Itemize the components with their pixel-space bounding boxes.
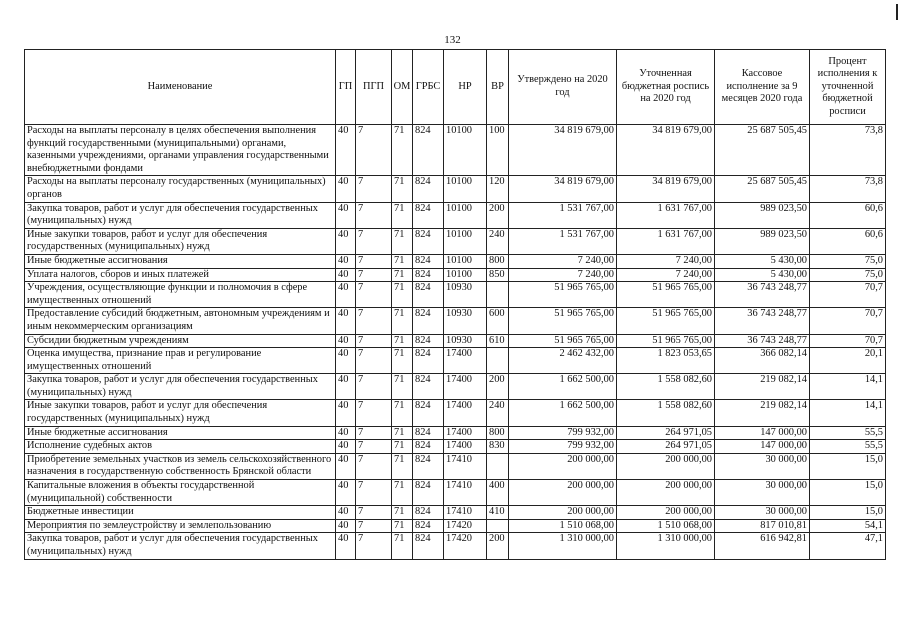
cell-cash: 219 082,14 xyxy=(715,400,810,426)
cell-gp: 40 xyxy=(336,268,356,282)
table-row xyxy=(25,125,886,176)
table-row xyxy=(25,228,886,254)
cell-approved: 34 819 679,00 xyxy=(509,176,617,202)
header-refined: Уточненная бюджетная роспись на 2020 год xyxy=(617,50,715,125)
cell-name: Закупка товаров, работ и услуг для обеспечения государственных (муниципальных) нужд xyxy=(25,533,336,559)
table-row xyxy=(25,533,886,559)
cell-percent: 73,8 xyxy=(810,125,886,176)
cell-name: Закупка товаров, работ и услуг для обеспечения государственных (муниципальных) нужд xyxy=(25,202,336,228)
table-row xyxy=(25,440,886,454)
cell-om: 71 xyxy=(392,440,413,454)
cell-vr: 200 xyxy=(487,533,509,559)
cell-vr: 800 xyxy=(487,254,509,268)
cell-cash: 616 942,81 xyxy=(715,533,810,559)
cell-cash: 30 000,00 xyxy=(715,453,810,479)
cell-gp: 40 xyxy=(336,426,356,440)
cell-cash: 147 000,00 xyxy=(715,440,810,454)
cell-grbs: 824 xyxy=(413,440,444,454)
cell-approved: 2 462 432,00 xyxy=(509,348,617,374)
cell-ppgp: 7 xyxy=(356,519,392,533)
cell-om: 71 xyxy=(392,400,413,426)
cell-name: Предоставление субсидий бюджетным, автономным учреждениям и иным некоммерческим организациям xyxy=(25,308,336,334)
cell-approved: 34 819 679,00 xyxy=(509,125,617,176)
cell-refined: 51 965 765,00 xyxy=(617,308,715,334)
cell-np: 17400 xyxy=(444,426,487,440)
cell-approved: 799 932,00 xyxy=(509,440,617,454)
cell-vr: 610 xyxy=(487,334,509,348)
cell-ppgp: 7 xyxy=(356,228,392,254)
cell-name: Иные бюджетные ассигнования xyxy=(25,426,336,440)
cell-np: 10100 xyxy=(444,254,487,268)
cell-cash: 366 082,14 xyxy=(715,348,810,374)
cell-ppgp: 7 xyxy=(356,426,392,440)
cell-approved: 51 965 765,00 xyxy=(509,334,617,348)
cell-name: Иные закупки товаров, работ и услуг для обеспечения государственных (муниципальных) нужд xyxy=(25,400,336,426)
cell-refined: 34 819 679,00 xyxy=(617,176,715,202)
cell-np: 10100 xyxy=(444,202,487,228)
cell-om: 71 xyxy=(392,268,413,282)
cell-ppgp: 7 xyxy=(356,334,392,348)
cell-vr xyxy=(487,348,509,374)
cell-vr: 600 xyxy=(487,308,509,334)
cell-gp: 40 xyxy=(336,254,356,268)
cell-gp: 40 xyxy=(336,453,356,479)
cell-refined: 264 971,05 xyxy=(617,440,715,454)
cell-vr: 120 xyxy=(487,176,509,202)
cell-gp: 40 xyxy=(336,374,356,400)
cell-np: 17410 xyxy=(444,506,487,520)
cell-np: 10930 xyxy=(444,308,487,334)
cell-np: 10100 xyxy=(444,176,487,202)
table-row xyxy=(25,506,886,520)
header-np: НР xyxy=(444,50,487,125)
cell-vr: 200 xyxy=(487,374,509,400)
cell-gp: 40 xyxy=(336,125,356,176)
cell-vr: 240 xyxy=(487,228,509,254)
cell-cash: 30 000,00 xyxy=(715,480,810,506)
budget-table xyxy=(24,49,886,560)
cell-ppgp: 7 xyxy=(356,533,392,559)
table-row xyxy=(25,348,886,374)
cell-name: Расходы на выплаты персоналу государственных (муниципальных) органов xyxy=(25,176,336,202)
cell-percent: 15,0 xyxy=(810,506,886,520)
cell-refined: 1 510 068,00 xyxy=(617,519,715,533)
cell-percent: 70,7 xyxy=(810,282,886,308)
table-row xyxy=(25,334,886,348)
cell-name: Уплата налогов, сборов и иных платежей xyxy=(25,268,336,282)
cell-grbs: 824 xyxy=(413,374,444,400)
cell-om: 71 xyxy=(392,282,413,308)
cell-grbs: 824 xyxy=(413,202,444,228)
cell-percent: 70,7 xyxy=(810,308,886,334)
cell-np: 17400 xyxy=(444,440,487,454)
cell-np: 17410 xyxy=(444,480,487,506)
cell-ppgp: 7 xyxy=(356,176,392,202)
cell-vr xyxy=(487,453,509,479)
cell-refined: 1 310 000,00 xyxy=(617,533,715,559)
cell-ppgp: 7 xyxy=(356,348,392,374)
cell-percent: 14,1 xyxy=(810,374,886,400)
cell-approved: 200 000,00 xyxy=(509,506,617,520)
cell-np: 17410 xyxy=(444,453,487,479)
cell-ppgp: 7 xyxy=(356,308,392,334)
cell-approved: 1 662 500,00 xyxy=(509,374,617,400)
cell-percent: 60,6 xyxy=(810,228,886,254)
cell-om: 71 xyxy=(392,334,413,348)
cell-vr: 100 xyxy=(487,125,509,176)
cell-cash: 989 023,50 xyxy=(715,228,810,254)
cell-cash: 25 687 505,45 xyxy=(715,125,810,176)
cell-cash: 817 010,81 xyxy=(715,519,810,533)
cell-name: Оценка имущества, признание прав и регулирование имущественных отношений xyxy=(25,348,336,374)
cell-approved: 200 000,00 xyxy=(509,480,617,506)
cell-ppgp: 7 xyxy=(356,374,392,400)
cell-percent: 55,5 xyxy=(810,440,886,454)
cell-gp: 40 xyxy=(336,176,356,202)
cell-om: 71 xyxy=(392,176,413,202)
cell-grbs: 824 xyxy=(413,453,444,479)
cell-grbs: 824 xyxy=(413,308,444,334)
cell-om: 71 xyxy=(392,533,413,559)
cell-ppgp: 7 xyxy=(356,125,392,176)
cell-om: 71 xyxy=(392,374,413,400)
cell-refined: 264 971,05 xyxy=(617,426,715,440)
cell-approved: 7 240,00 xyxy=(509,268,617,282)
cell-refined: 51 965 765,00 xyxy=(617,334,715,348)
cell-approved: 51 965 765,00 xyxy=(509,308,617,334)
cell-np: 17420 xyxy=(444,533,487,559)
cell-gp: 40 xyxy=(336,400,356,426)
cell-percent: 15,0 xyxy=(810,453,886,479)
header-ppgp: ПГП xyxy=(356,50,392,125)
cell-om: 71 xyxy=(392,125,413,176)
table-body xyxy=(25,125,886,560)
cell-name: Бюджетные инвестиции xyxy=(25,506,336,520)
cell-grbs: 824 xyxy=(413,125,444,176)
cell-gp: 40 xyxy=(336,228,356,254)
cell-refined: 200 000,00 xyxy=(617,480,715,506)
cell-cash: 989 023,50 xyxy=(715,202,810,228)
table-row xyxy=(25,426,886,440)
cell-np: 10100 xyxy=(444,125,487,176)
cell-percent: 60,6 xyxy=(810,202,886,228)
cell-gp: 40 xyxy=(336,480,356,506)
cell-refined: 7 240,00 xyxy=(617,254,715,268)
cell-approved: 1 531 767,00 xyxy=(509,228,617,254)
table-row xyxy=(25,282,886,308)
cell-percent: 14,1 xyxy=(810,400,886,426)
header-approved: Утверждено на 2020 год xyxy=(509,50,617,125)
cell-percent: 54,1 xyxy=(810,519,886,533)
cell-om: 71 xyxy=(392,506,413,520)
cell-cash: 5 430,00 xyxy=(715,254,810,268)
cell-percent: 75,0 xyxy=(810,254,886,268)
cell-cash: 147 000,00 xyxy=(715,426,810,440)
cell-name: Капитальные вложения в объекты государственной (муниципальной) собственности xyxy=(25,480,336,506)
cell-refined: 1 558 082,60 xyxy=(617,400,715,426)
cell-percent: 15,0 xyxy=(810,480,886,506)
cell-percent: 70,7 xyxy=(810,334,886,348)
cell-grbs: 824 xyxy=(413,533,444,559)
cell-approved: 1 510 068,00 xyxy=(509,519,617,533)
header-vr: ВР xyxy=(487,50,509,125)
cell-grbs: 824 xyxy=(413,480,444,506)
cell-grbs: 824 xyxy=(413,506,444,520)
header-om: ОМ xyxy=(392,50,413,125)
cell-grbs: 824 xyxy=(413,268,444,282)
cell-vr: 830 xyxy=(487,440,509,454)
table-row xyxy=(25,202,886,228)
cell-vr xyxy=(487,519,509,533)
table-row xyxy=(25,268,886,282)
cell-ppgp: 7 xyxy=(356,202,392,228)
cell-name: Мероприятия по землеустройству и землепользованию xyxy=(25,519,336,533)
cell-np: 17400 xyxy=(444,348,487,374)
cell-np: 10100 xyxy=(444,228,487,254)
cell-grbs: 824 xyxy=(413,348,444,374)
cell-gp: 40 xyxy=(336,506,356,520)
header-cash: Кассовое исполнение за 9 месяцев 2020 года xyxy=(715,50,810,125)
cell-name: Приобретение земельных участков из земель сельскохозяйственного назначения в государственную собственность Брянской области xyxy=(25,453,336,479)
cell-gp: 40 xyxy=(336,308,356,334)
cell-vr: 240 xyxy=(487,400,509,426)
cell-om: 71 xyxy=(392,426,413,440)
table-row xyxy=(25,480,886,506)
cell-grbs: 824 xyxy=(413,334,444,348)
cell-om: 71 xyxy=(392,480,413,506)
cell-percent: 47,1 xyxy=(810,533,886,559)
cell-om: 71 xyxy=(392,228,413,254)
cell-np: 17400 xyxy=(444,400,487,426)
cell-om: 71 xyxy=(392,453,413,479)
cell-name: Иные закупки товаров, работ и услуг для обеспечения государственных (муниципальных) нужд xyxy=(25,228,336,254)
cell-grbs: 824 xyxy=(413,400,444,426)
header-percent: Процент исполнения к уточненной бюджетной росписи xyxy=(810,50,886,125)
cell-ppgp: 7 xyxy=(356,506,392,520)
cell-cash: 5 430,00 xyxy=(715,268,810,282)
cell-grbs: 824 xyxy=(413,228,444,254)
cell-gp: 40 xyxy=(336,440,356,454)
cell-refined: 34 819 679,00 xyxy=(617,125,715,176)
cell-name: Иные бюджетные ассигнования xyxy=(25,254,336,268)
table-row xyxy=(25,176,886,202)
cell-name: Учреждения, осуществляющие функции и полномочия в сфере имущественных отношений xyxy=(25,282,336,308)
cell-grbs: 824 xyxy=(413,282,444,308)
cell-np: 17400 xyxy=(444,374,487,400)
cell-name: Закупка товаров, работ и услуг для обеспечения государственных (муниципальных) нужд xyxy=(25,374,336,400)
cell-om: 71 xyxy=(392,348,413,374)
cell-ppgp: 7 xyxy=(356,268,392,282)
cell-refined: 7 240,00 xyxy=(617,268,715,282)
cell-vr: 400 xyxy=(487,480,509,506)
cell-refined: 1 631 767,00 xyxy=(617,228,715,254)
table-row xyxy=(25,254,886,268)
cell-approved: 1 662 500,00 xyxy=(509,400,617,426)
cell-cash: 36 743 248,77 xyxy=(715,334,810,348)
cell-om: 71 xyxy=(392,254,413,268)
table-row xyxy=(25,308,886,334)
cell-gp: 40 xyxy=(336,519,356,533)
cell-name: Исполнение судебных актов xyxy=(25,440,336,454)
header-name: Наименование xyxy=(25,50,336,125)
table-row xyxy=(25,519,886,533)
cell-percent: 55,5 xyxy=(810,426,886,440)
cell-cash: 30 000,00 xyxy=(715,506,810,520)
cell-cash: 36 743 248,77 xyxy=(715,308,810,334)
cell-vr: 200 xyxy=(487,202,509,228)
cell-approved: 51 965 765,00 xyxy=(509,282,617,308)
cell-gp: 40 xyxy=(336,202,356,228)
cell-name: Расходы на выплаты персоналу в целях обеспечения выполнения функций государственными (муниципальными) органами, казенными учреждениями, органами управления государственными внебюджетными фондами xyxy=(25,125,336,176)
cell-refined: 51 965 765,00 xyxy=(617,282,715,308)
cell-approved: 1 531 767,00 xyxy=(509,202,617,228)
cell-om: 71 xyxy=(392,519,413,533)
cell-np: 10100 xyxy=(444,268,487,282)
table-header-row xyxy=(25,50,886,125)
cell-grbs: 824 xyxy=(413,519,444,533)
page-number: 132 xyxy=(444,34,461,46)
cell-np: 10930 xyxy=(444,282,487,308)
cell-ppgp: 7 xyxy=(356,254,392,268)
cell-om: 71 xyxy=(392,202,413,228)
cell-vr: 410 xyxy=(487,506,509,520)
cell-cash: 25 687 505,45 xyxy=(715,176,810,202)
header-grbs: ГРБС xyxy=(413,50,444,125)
cell-refined: 1 558 082,60 xyxy=(617,374,715,400)
cell-grbs: 824 xyxy=(413,426,444,440)
cell-percent: 20,1 xyxy=(810,348,886,374)
cell-cash: 36 743 248,77 xyxy=(715,282,810,308)
cell-gp: 40 xyxy=(336,334,356,348)
cell-ppgp: 7 xyxy=(356,400,392,426)
cell-cash: 219 082,14 xyxy=(715,374,810,400)
cell-name: Субсидии бюджетным учреждениям xyxy=(25,334,336,348)
cell-refined: 200 000,00 xyxy=(617,453,715,479)
cell-gp: 40 xyxy=(336,282,356,308)
cell-refined: 200 000,00 xyxy=(617,506,715,520)
cell-ppgp: 7 xyxy=(356,282,392,308)
cell-grbs: 824 xyxy=(413,254,444,268)
scan-edge-mark xyxy=(896,4,898,20)
cell-ppgp: 7 xyxy=(356,440,392,454)
cell-vr xyxy=(487,282,509,308)
table-row xyxy=(25,400,886,426)
cell-np: 17420 xyxy=(444,519,487,533)
cell-refined: 1 631 767,00 xyxy=(617,202,715,228)
cell-percent: 73,8 xyxy=(810,176,886,202)
cell-ppgp: 7 xyxy=(356,480,392,506)
cell-approved: 7 240,00 xyxy=(509,254,617,268)
cell-np: 10930 xyxy=(444,334,487,348)
cell-grbs: 824 xyxy=(413,176,444,202)
cell-refined: 1 823 053,65 xyxy=(617,348,715,374)
cell-om: 71 xyxy=(392,308,413,334)
table-row xyxy=(25,453,886,479)
cell-approved: 1 310 000,00 xyxy=(509,533,617,559)
cell-percent: 75,0 xyxy=(810,268,886,282)
cell-vr: 800 xyxy=(487,426,509,440)
header-gp: ГП xyxy=(336,50,356,125)
cell-approved: 799 932,00 xyxy=(509,426,617,440)
cell-approved: 200 000,00 xyxy=(509,453,617,479)
cell-gp: 40 xyxy=(336,348,356,374)
cell-gp: 40 xyxy=(336,533,356,559)
cell-vr: 850 xyxy=(487,268,509,282)
table-row xyxy=(25,374,886,400)
cell-ppgp: 7 xyxy=(356,453,392,479)
